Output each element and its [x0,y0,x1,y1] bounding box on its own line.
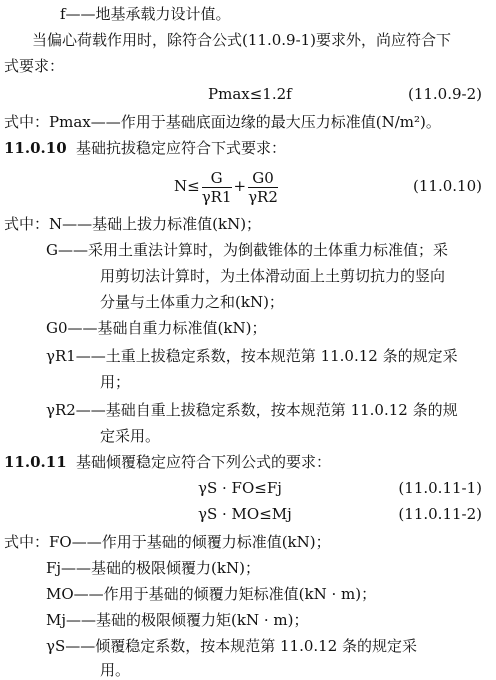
paragraph-eccentric-load: 当偏心荷载作用时，除符合公式(11.0.9-1)要求外，尚应符合下 [32,31,452,49]
definition-f: f——地基承载力设计值。 [60,5,231,23]
equation-number-11-0-10: (11.0.10) [413,177,482,195]
fraction-denominator: γR2 [248,187,278,206]
definition-gamma-r2-line2: 定采用。 [100,427,161,445]
equation-number-11-0-11-1: (11.0.11-1) [398,479,482,497]
section-number-11-0-10: 11.0.10 [4,139,67,157]
section-title-11-0-11: 基础倾覆稳定应符合下列公式的要求： [76,453,332,471]
equation-lhs: N≤ [174,177,200,195]
fraction-denominator: γR1 [201,187,232,206]
definition-gamma-r2-line1: γR2——基础自重上拔稳定系数，按本规范第 11.0.12 条的规 [46,401,458,419]
definition-gamma-s-line1: γS——倾覆稳定系数，按本规范第 11.0.12 条的规定采 [46,637,418,655]
equation-11-0-11-1: γS · FO≤Fj [198,479,282,497]
definition-g-line2: 用剪切法计算时，为土体滑动面上土剪切抗力的竖向 [100,267,446,285]
definition-g0: G0——基础自重力标准值(kN)； [46,319,267,337]
definition-fo: 式中：FO——作用于基础的倾覆力标准值(kN)； [4,533,331,551]
definition-gamma-r1-line1: γR1——土重上拔稳定系数，按本规范第 11.0.12 条的规定采 [46,347,458,365]
definition-pmax: 式中：Pmax——作用于基础底面边缘的最大压力标准值(N/m²)。 [4,113,441,131]
paragraph-eccentric-load-cont: 式要求： [4,57,65,75]
equation-11-0-11-2: γS · MO≤Mj [198,505,292,523]
definition-g-line1: G——采用土重法计算时，为倒截锥体的土体重力标准值；采 [46,241,448,259]
definition-gamma-s-line2: 用。 [100,661,131,679]
definition-fj: Fj——基础的极限倾覆力(kN)； [46,559,260,577]
fraction-numerator: G0 [248,169,278,188]
equation-number-11-0-11-2: (11.0.11-2) [398,505,482,523]
section-title-11-0-10: 基础抗拔稳定应符合下式要求： [76,139,287,157]
definition-n: 式中：N——基础上拔力标准值(kN)； [4,215,262,233]
fraction-numerator: G [202,169,232,188]
fraction-g0-over-gamma-r2 [248,169,278,206]
equation-number-11-0-9-2: (11.0.9-2) [407,85,482,103]
definition-gamma-r1-line2: 用； [100,373,131,391]
definition-mj: Mj——基础的极限倾覆力矩(kN · m)； [46,611,309,629]
definition-mo: MO——作用于基础的倾覆力矩标准值(kN · m)； [46,585,377,603]
fraction-g-over-gamma-r1 [202,169,232,206]
plus-sign: + [233,177,247,195]
section-number-11-0-11: 11.0.11 [4,453,67,471]
definition-g-line3: 分量与土体重力之和(kN)； [100,293,284,311]
equation-11-0-9-2: Pmax≤1.2f [208,85,292,103]
equation-11-0-10 [174,166,280,206]
